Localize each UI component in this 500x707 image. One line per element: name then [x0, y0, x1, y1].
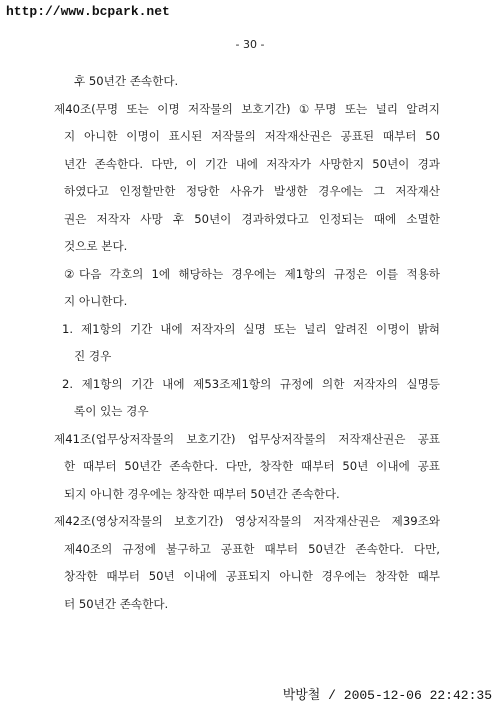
text-line: 록이 있는 경우 — [74, 404, 149, 418]
text-line: ②다음 각호의 1에 해당하는 경우에는 제1항의 규정은 이를 적용하 — [64, 266, 440, 281]
text-line: 창작한 때부터 50년 이내에 공표되지 아니한 경우에는 창작한 때부 — [64, 569, 440, 583]
watermark-url: http://www.bcpark.net — [6, 4, 170, 19]
text-line: 년간 존속한다. 다만, 이 기간 내에 저작자가 사망한지 50년이 경과 — [64, 156, 440, 171]
document-body — [54, 68, 440, 618]
page-number: - 30 - — [235, 38, 265, 51]
list-item: 2. 제1항의 기간 내에 제53조제1항의 규정에 의한 저작자의 실명등 — [62, 376, 440, 391]
text-line: 터 50년간 존속한다. — [64, 596, 169, 611]
text-line: 한 때부터 50년간 존속한다. 다만, 창작한 때부터 50년 이내에 공표 — [64, 459, 440, 473]
text-line: 지 아니한 이명이 표시된 저작물의 저작재산권은 공표된 때부터 50 — [64, 129, 440, 143]
article-40-heading: 제40조(무명 또는 이명 저작물의 보호기간) ①무명 또는 널리 알려지 — [54, 101, 440, 116]
list-item: 1. 제1항의 기간 내에 저작자의 실명 또는 널리 알려진 이명이 밝혀 — [62, 321, 440, 336]
text-line: 제40조의 규정에 불구하고 공표한 때부터 50년간 존속한다. 다만, — [64, 541, 440, 556]
text-line: 지 아니한다. — [64, 294, 128, 308]
text-line: 것으로 본다. — [64, 239, 128, 253]
author-timestamp: 박방철 / 2005-12-06 22:42:35 — [282, 688, 492, 703]
article-41-heading: 제41조(업무상저작물의 보호기간) 업무상저작물의 저작재산권은 공표 — [54, 431, 440, 446]
text-line: 하였다고 인정할만한 정당한 사유가 발생한 경우에는 그 저작재산 — [64, 184, 440, 198]
article-42-heading: 제42조(영상저작물의 보호기간) 영상저작물의 저작재산권은 제39조와 — [54, 514, 440, 528]
text-line: 권은 저작자 사망 후 50년이 경과하였다고 인정되는 때에 소멸한 — [64, 211, 440, 226]
text-line: 후 50년간 존속한다. — [74, 74, 179, 88]
text-line: 되지 아니한 경우에는 창작한 때부터 50년간 존속한다. — [64, 486, 340, 501]
text-line: 진 경우 — [74, 349, 112, 363]
